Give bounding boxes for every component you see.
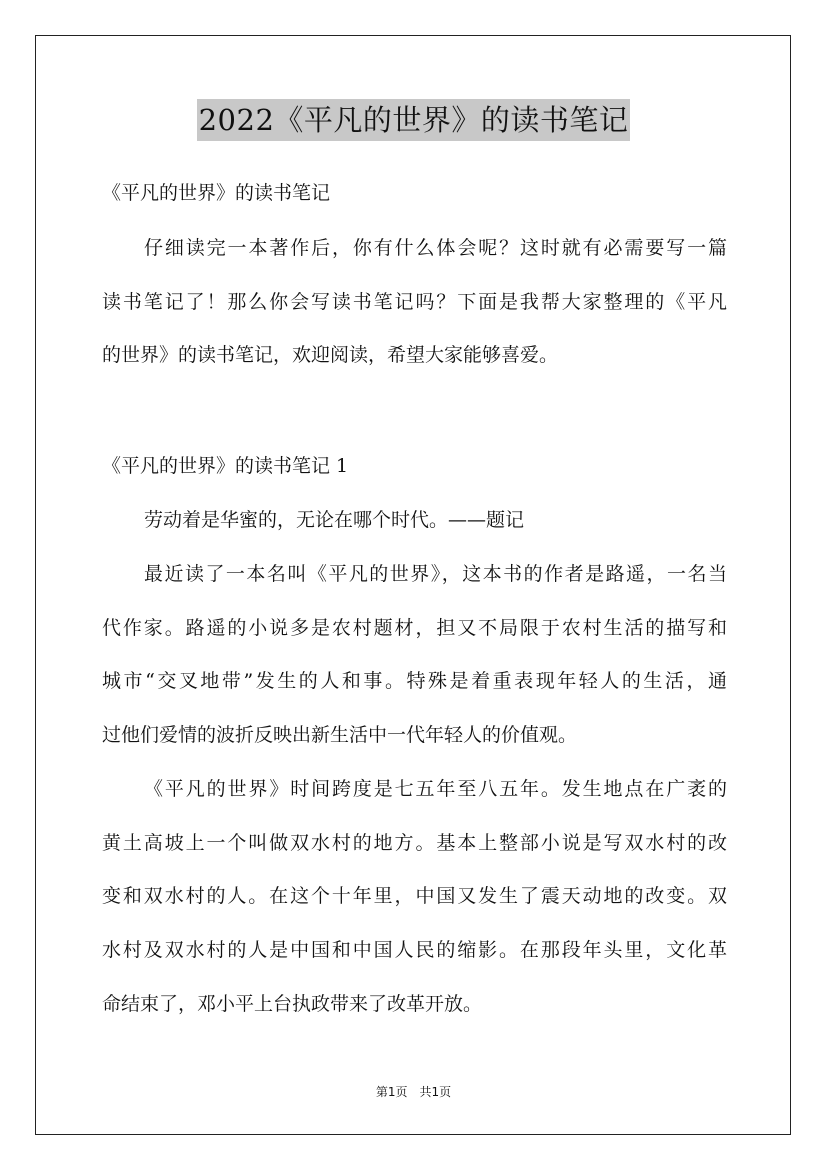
title-container xyxy=(0,99,827,141)
section-heading: 《平凡的世界》的读书笔记 1 xyxy=(102,455,349,477)
document-subtitle: 《平凡的世界》的读书笔记 xyxy=(102,182,331,204)
paragraph-line: 命结束了，邓小平上台执政带来了改革开放。 xyxy=(102,993,483,1015)
paragraph-line: 仔细读完一本著作后，你有什么体会呢？这时就有必需要写一篇 xyxy=(144,237,727,259)
paragraph-line: 黄土高坡上一个叫做双水村的地方。基本上整部小说是写双水村的改 xyxy=(102,832,727,854)
paragraph-line: 劳动着是华蜜的，无论在哪个时代。——题记 xyxy=(144,509,525,531)
paragraph-line: 城市“交叉地带”发生的人和事。特殊是着重表现年轻人的生活，通 xyxy=(102,670,727,692)
page-number: 第1页 共1页 xyxy=(375,1085,452,1099)
paragraph-line: 过他们爱情的波折反映出新生活中一代年轻人的价值观。 xyxy=(102,724,578,746)
paragraph-line: 读书笔记了！那么你会写读书笔记吗？下面是我帮大家整理的《平凡 xyxy=(102,291,727,313)
paragraph-line: 最近读了一本名叫《平凡的世界》，这本书的作者是路遥，一名当 xyxy=(144,563,727,585)
paragraph-line: 水村及双水村的人是中国和中国人民的缩影。在那段年头里，文化革 xyxy=(102,939,727,961)
paragraph-line: 变和双水村的人。在这个十年里，中国又发生了震天动地的改变。双 xyxy=(102,885,727,907)
paragraph-line: 的世界》的读书笔记，欢迎阅读，希望大家能够喜爱。 xyxy=(102,344,559,366)
paragraph-line: 《平凡的世界》时间跨度是七五年至八五年。发生地点在广袤的 xyxy=(144,778,727,800)
document-title: 2022《平凡的世界》的读书笔记 xyxy=(197,99,631,141)
paragraph-line: 代作家。路遥的小说多是农村题材，担又不局限于农村生活的描写和 xyxy=(102,617,727,639)
